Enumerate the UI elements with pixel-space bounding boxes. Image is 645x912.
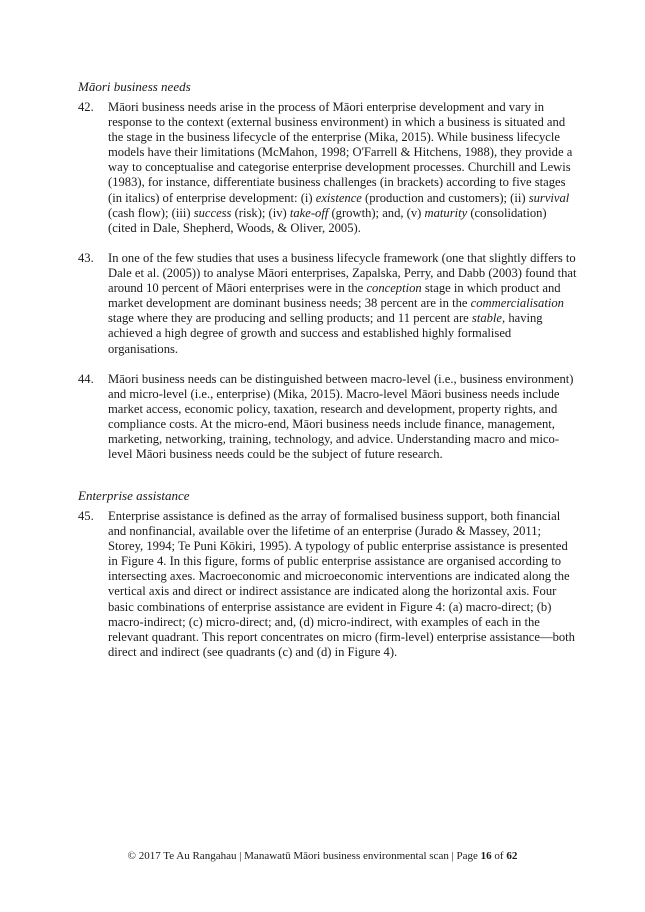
text-run: Māori business needs can be distinguished between macro-level (i.e., business environment) and micro-level (i.e., enterprise) (Mika, 2015). Macro-level Māori business needs include market access, economic policy, taxation, research and development, property rights, and compliance costs. At the micro-end, Māori business needs include finance, management, marketing, networking, training, technology, and advice. Understanding macro and mico-level Māori business needs could be the subject of future research. (108, 372, 574, 462)
section-heading-maori-business-needs: Māori business needs (78, 79, 191, 94)
text-run: (consolidation) (cited in Dale, Shepherd, Woods, & Oliver, 2005). (108, 205, 547, 235)
italic-term: maturity (424, 205, 468, 220)
text-run: (risk); (iv) (231, 205, 290, 220)
text-run: Enterprise assistance is defined as the array of formalised business support, both financial and nonfinancial, available over the lifetime of an enterprise (Jurado & Massey, 2011; Storey, 1994; Te Puni Kōkiri, 1995). A typology of public enterprise assistance is presented in Figure 4. In this figure, forms of public enterprise assistance are organised according to intersecting axes. Macroeconomic and microeconomic interventions are indicated along the vertical axis and direct or indirect assistance are indicated along the horizontal axis. Four basic combinations of enterprise assistance are evident in Figure 4: (a) macro-direct; (b) macro-indirect; (c) micro-direct; and, (d) micro-indirect, with examples of each in the relevant quadrant. This report concentrates on micro (firm-level) enterprise assistance—both direct and indirect (see quadrants (c) and (d) in Figure 4). (108, 509, 575, 659)
paragraph-44 (78, 372, 578, 463)
paragraph-42 (78, 100, 578, 236)
text-run: , having achieved a high degree of growth and success and established highly formalised organisations. (108, 311, 543, 356)
text-run: (growth); and, (v) (328, 205, 425, 220)
paragraph-number: 45. (78, 509, 94, 523)
page-total: 62 (506, 850, 518, 862)
paragraph-43 (78, 251, 578, 357)
footer-of: of (491, 850, 507, 862)
paragraph-number: 42. (78, 100, 94, 114)
footer-text: © 2017 Te Au Rangahau | Manawatū Māori business environmental scan | Page (127, 850, 481, 862)
page-footer (0, 849, 645, 863)
page-number: 16 (480, 850, 492, 862)
italic-term: commercialisation (470, 296, 564, 311)
paragraph-number: 43. (78, 251, 94, 265)
italic-term: take-off (289, 205, 329, 220)
italic-term: conception (366, 281, 422, 296)
text-run: stage in which product and market development are dominant business needs; 38 percent are in the (108, 281, 561, 311)
text-run: In one of the few studies that uses a business lifecycle framework (one that slightly differs to Dale et al. (2005)) to analyse Māori enterprises, Zapalska, Perry, and Dabb (2003) found that around 10 percent of Māori enterprises were in the (108, 251, 577, 296)
italic-term: stable (471, 311, 503, 326)
italic-term: survival (528, 190, 570, 205)
paragraph-45 (78, 509, 578, 660)
italic-term: success (193, 205, 232, 220)
text-run: stage where they are producing and selling products; and 11 percent are (108, 311, 472, 326)
paragraph-text (108, 509, 578, 660)
section-heading-enterprise-assistance: Enterprise assistance (78, 488, 190, 503)
text-run: (production and customers); (ii) (361, 190, 529, 205)
italic-term: existence (315, 190, 362, 205)
paragraph-text (108, 100, 578, 236)
text-run: Māori business needs arise in the process of Māori enterprise development and vary in response to the context (external business environment) in which a business is situated and the stage in the business lifecycle of the enterprise (Mika, 2015). While business lifecycle models have their limitations (McMahon, 1998; O'Farrell & Hitchens, 1988), they provide a way to conceptualise and categorise enterprise development processes. Churchill and Lewis (1983), for instance, differentiate business challenges (in brackets) according to five stages (in italics) of enterprise development: (i) (108, 100, 573, 205)
paragraph-text (108, 251, 578, 357)
paragraph-number: 44. (78, 372, 94, 386)
paragraph-text (108, 372, 578, 463)
text-run: (cash flow); (iii) (108, 205, 194, 220)
